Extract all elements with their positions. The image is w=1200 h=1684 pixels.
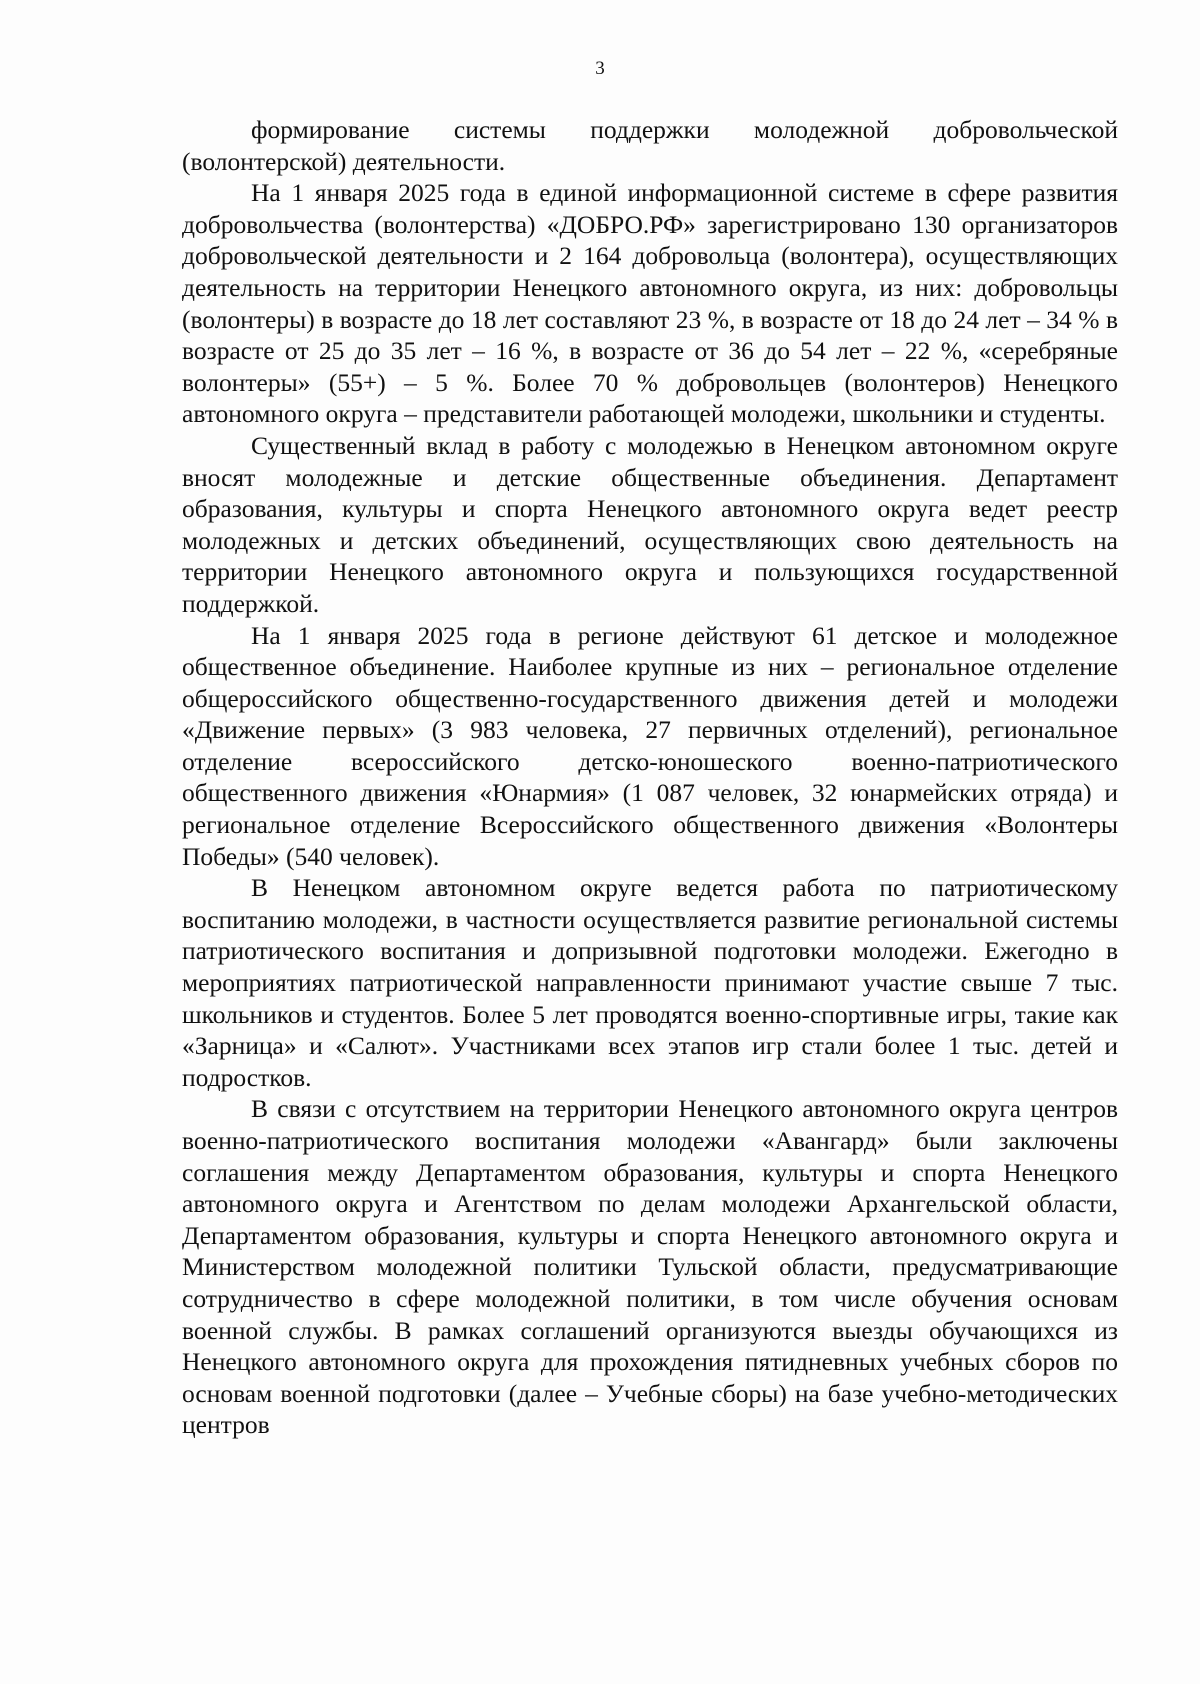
page-number: 3 (595, 58, 605, 79)
document-body (182, 114, 1118, 1441)
paragraph-1: формирование системы поддержки молодежной добровольческой (волонтерской) деятельности. (182, 115, 1118, 176)
paragraph-3: Существенный вклад в работу с молодежью в Ненецком автономном округе вносят молодежные и детские общественные объединения. Департамент образования, культуры и спорта Ненецкого автономного округа ведет реестр молодежных и детских объединений, осуществляющих свою деятельность на территории Ненецкого автономного округа и пользующихся государственной поддержкой. (182, 430, 1118, 618)
paragraph-6: В связи с отсутствием на территории Ненецкого автономного округа центров военно-патриотического воспитания молодежи «Авангард» были заключены соглашения между Департаментом образования, культуры и спорта Ненецкого автономного округа и Агентством по делам молодежи Архангельской области, Департаментом образования, культуры и спорта Ненецкого автономного округа и Министерством молодежной политики Тульской области, предусматривающие сотрудничество в сфере молодежной политики, в том числе обучения основам военной службы. В рамках соглашений организуются выезды обучающихся из Ненецкого автономного округа для прохождения пятидневных учебных сборов по основам военной подготовки (далее – Учебные сборы) на базе учебно-методических центров (182, 1094, 1118, 1440)
paragraph-2: На 1 января 2025 года в единой информационной системе в сфере развития добровольчества (волонтерства) «ДОБРО.РФ» зарегистрировано 130 организаторов добровольческой деятельности и 2 164 добровольца (волонтера), осуществляющих деятельность на территории Ненецкого автономного округа, из них: добровольцы (волонтеры) в возрасте до 18 лет составляют 23 %, в возрасте от 18 до 24 лет – 34 % в возрасте от 25 до 35 лет – 16 %, в возрасте от 36 до 54 лет – 22 %, «серебряные волонтеры» (55+) – 5 %. Более 70 % добровольцев (волонтеров) Ненецкого автономного округа – представители работающей молодежи, школьники и студенты. (182, 178, 1118, 429)
paragraph-5: В Ненецком автономном округе ведется работа по патриотическому воспитанию молодежи, в частности осуществляется развитие региональной системы патриотического воспитания и допризывной подготовки молодежи. Ежегодно в мероприятиях патриотической направленности принимают участие свыше 7 тыс. школьников и студентов. Более 5 лет проводятся военно-спортивные игры, такие как «Зарница» и «Салют». Участниками всех этапов игр стали более 1 тыс. детей и подростков. (182, 873, 1118, 1092)
paragraph-4: На 1 января 2025 года в регионе действуют 61 детское и молодежное общественное объединение. Наиболее крупные из них – региональное отделение общероссийского общественно-государственного движения детей и молодежи «Движение первых» (3 983 человека, 27 первичных отделений), региональное отделение всероссийского детско-юношеского военно-патриотического общественного движения «Юнармия» (1 087 человек, 32 юнармейских отряда) и региональное отделение Всероссийского общественного движения «Волонтеры Победы» (540 человек). (182, 620, 1118, 871)
